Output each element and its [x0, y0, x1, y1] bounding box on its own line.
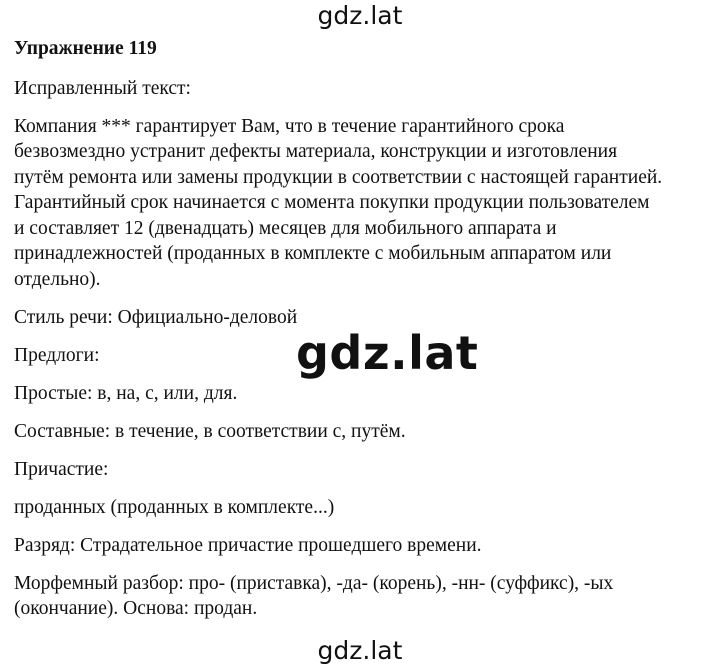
speech-style: Стиль речи: Официально-деловой [14, 306, 298, 328]
simple-prepositions: Простые: в, на, с, или, для. [14, 382, 238, 404]
corrected-text-line: путём ремонта или замены продукции в соответствии с настоящей гарантией. [14, 166, 663, 188]
participle-label: Причастие: [14, 458, 109, 480]
exercise-title: Упражнение 119 [14, 38, 157, 59]
corrected-text-label: Исправленный текст: [14, 77, 191, 99]
corrected-text-line: и составляет 12 (двенадцать) месяцев для мобильного аппарата и [14, 217, 557, 239]
watermark-top: gdz.lat [317, 1, 403, 30]
corrected-text-paragraph [14, 114, 714, 293]
corrected-text-line: безвозмездно устранит дефекты материала, конструкции и изготовления [14, 141, 618, 162]
corrected-text-line: Гарантийный срок начинается с момента покупки продукции пользователем [14, 192, 650, 213]
corrected-text-line: отдельно). [14, 268, 101, 290]
watermark-middle: gdz.lat [296, 326, 479, 380]
corrected-text-line: Компания *** гарантирует Вам, что в течение гарантийного срока [14, 115, 565, 137]
prepositions-label: Предлоги: [14, 344, 100, 366]
morphemic-line: Морфемный разбор: про- (приставка), -да- (корень), -нн- (суффикс), -ых [14, 572, 614, 594]
corrected-text-line: принадлежностей (проданных в комплекте с мобильным аппаратом или [14, 243, 612, 264]
morphemic-line: (окончание). Основа: продан. [14, 598, 258, 619]
participle-example: проданных (проданных в комплекте...) [14, 496, 335, 518]
participle-category: Разряд: Страдательное причастие прошедшего времени. [14, 534, 482, 556]
watermark-bottom: gdz.lat [317, 636, 403, 665]
compound-prepositions: Составные: в течение, в соответствии с, путём. [14, 420, 406, 442]
morphemic-analysis [14, 571, 714, 622]
